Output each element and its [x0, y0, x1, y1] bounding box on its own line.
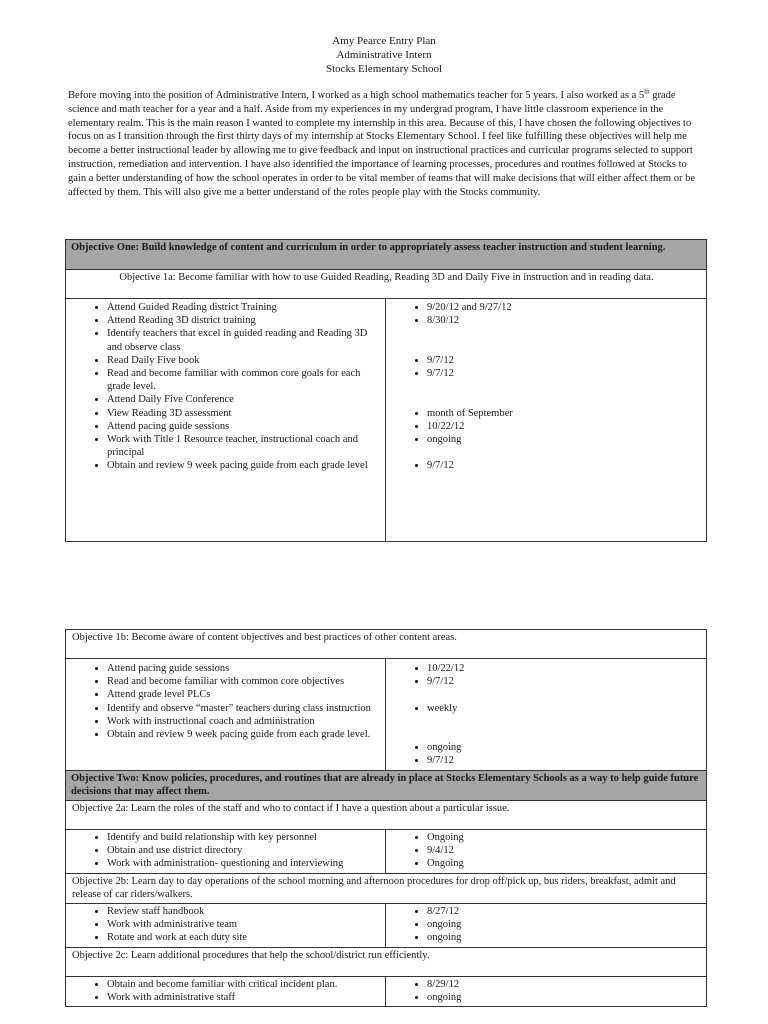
list-item: • Attend Daily Five Conference — [107, 393, 380, 406]
objective-table-continued — [65, 629, 707, 1007]
list-item: • weekly — [427, 702, 701, 715]
objective-one-table — [65, 239, 707, 542]
objective-2a-heading: Objective 2a: Learn the roles of the staff and who to contact if I have a question about a particular issue. — [66, 800, 707, 829]
list-item: • 8/30/12 — [427, 314, 701, 327]
objective-1b-dates — [386, 659, 707, 771]
objective-1a-heading: Objective 1a: Become familiar with how to use Guided Reading, Reading 3D and Daily Five in instruction and in reading data. — [66, 270, 707, 299]
objective-1a-dates — [386, 299, 707, 542]
objective-2c-heading: Objective 2c: Learn additional procedures that help the school/district run efficiently. — [66, 947, 707, 976]
list-item: • Attend grade level PLCs — [107, 688, 380, 701]
list-item: • Review staff handbook — [107, 905, 380, 918]
document-header — [0, 34, 768, 76]
header-role: Administrative Intern — [336, 49, 432, 61]
objective-2a-dates — [386, 829, 707, 873]
list-item: • Read and become familiar with common core objectives — [107, 675, 380, 688]
list-item: • ongoing — [427, 741, 701, 754]
list-item: • Rotate and work at each duty site — [107, 931, 380, 944]
list-item: • Ongoing — [427, 857, 701, 870]
list-item: • ongoing — [427, 991, 701, 1004]
list-item: • 9/20/12 and 9/27/12 — [427, 301, 701, 314]
list-item: • 9/7/12 — [427, 754, 701, 767]
list-item: • 10/22/12 — [427, 662, 701, 675]
list-item: • ongoing — [427, 931, 701, 944]
objective-2b-dates — [386, 904, 707, 948]
objective-one-heading: Objective One: Build knowledge of content and curriculum in order to appropriately assess teacher instruction and student learning. — [66, 240, 707, 270]
header-school: Stocks Elementary School — [325, 63, 443, 75]
list-item: • Work with Title 1 Resource teacher, instructional coach and principal — [107, 433, 380, 459]
list-item: • Obtain and review 9 week pacing guide from each grade level. — [107, 728, 380, 741]
list-item: • 9/7/12 — [427, 354, 701, 367]
list-item: • Attend pacing guide sessions — [107, 420, 380, 433]
list-item: • Identify and observe “master” teachers during class instruction — [107, 702, 380, 715]
list-item: • Work with instructional coach and administration — [107, 715, 380, 728]
list-item: • Obtain and review 9 week pacing guide from each grade level — [107, 459, 380, 472]
list-item: • 9/7/12 — [427, 459, 701, 472]
objective-2c-dates — [386, 976, 707, 1006]
intro-paragraph — [68, 89, 704, 199]
list-item: • ongoing — [427, 433, 701, 446]
intro-superscript: th — [644, 87, 650, 96]
intro-text-part1: Before moving into the position of Administrative Intern, I worked as a high school mathematics teacher for 5 years. I also worked as a 5 — [68, 90, 645, 101]
list-item: • Attend Reading 3D district training — [107, 314, 380, 327]
list-item: • Obtain and become familiar with critical incident plan. — [107, 978, 380, 991]
list-item: • 9/7/12 — [427, 675, 701, 688]
objective-1b-heading: Objective 1b: Become aware of content objectives and best practices of other content areas. — [66, 630, 707, 659]
list-item: • Identify teachers that excel in guided reading and Reading 3D and observe class — [107, 327, 380, 353]
list-item: • Obtain and use district directory — [107, 844, 380, 857]
list-item: • 10/22/12 — [427, 420, 701, 433]
list-item: • Attend Guided Reading district Training — [107, 301, 380, 314]
header-title: Amy Pearce Entry Plan — [332, 35, 436, 47]
list-item: • ongoing — [427, 918, 701, 931]
list-item: • Ongoing — [427, 831, 701, 844]
list-item: • Work with administrative staff — [107, 991, 380, 1004]
list-item: • month of September — [427, 407, 701, 420]
list-item: • 9/7/12 — [427, 367, 701, 380]
list-item: • Read Daily Five book — [107, 354, 380, 367]
objective-1b-tasks — [66, 659, 386, 771]
list-item: • 9/4/12 — [427, 844, 701, 857]
objective-2b-tasks — [66, 904, 386, 948]
list-item: • View Reading 3D assessment — [107, 407, 380, 420]
objective-2c-tasks — [66, 976, 386, 1006]
list-item: • Identify and build relationship with key personnel — [107, 831, 380, 844]
list-item: • Work with administrative team — [107, 918, 380, 931]
intro-text-part2: grade science and math teacher for a year and a half. Aside from my experiences in my undergrad program, I have little classroom experience in the elementary realm. This is the main reason I wanted to complete my internship in this area. Because of this, I have chosen the following objectives to focus on as I transition through the first thirty days of my internship at Stocks Elementary School. I feel like fulfilling these objectives will help me become a better instructional leader by allowing me to give feedback and input on instructional practices and curricular programs selected to support instruction, remediation and intervention. I have also identified the importance of learning processes, procedures and routines followed at Stocks to gain a better understanding of how the school operates in order to be vital member of teams that will make decisions that will either affect them or be affected by them. This will also give me a better understand of the roles people play with the Stocks community. — [68, 90, 695, 198]
list-item: • Read and become familiar with common core goals for each grade level. — [107, 367, 380, 393]
list-item: • 8/29/12 — [427, 978, 701, 991]
list-item: • 8/27/12 — [427, 905, 701, 918]
objective-2b-heading: Objective 2b: Learn day to day operations of the school morning and afternoon procedures for drop off/pick up, bus riders, breakfast, admit and release of car riders/walkers. — [66, 873, 707, 903]
list-item: • Attend pacing guide sessions — [107, 662, 380, 675]
objective-1a-tasks — [66, 299, 386, 542]
list-item: • Work with administration- questioning and interviewing — [107, 857, 380, 870]
objective-2a-tasks — [66, 829, 386, 873]
objective-two-heading: Objective Two: Know policies, procedures, and routines that are already in place at Stocks Elementary Schools as a way to help guide future decisions that may affect them. — [66, 770, 707, 800]
